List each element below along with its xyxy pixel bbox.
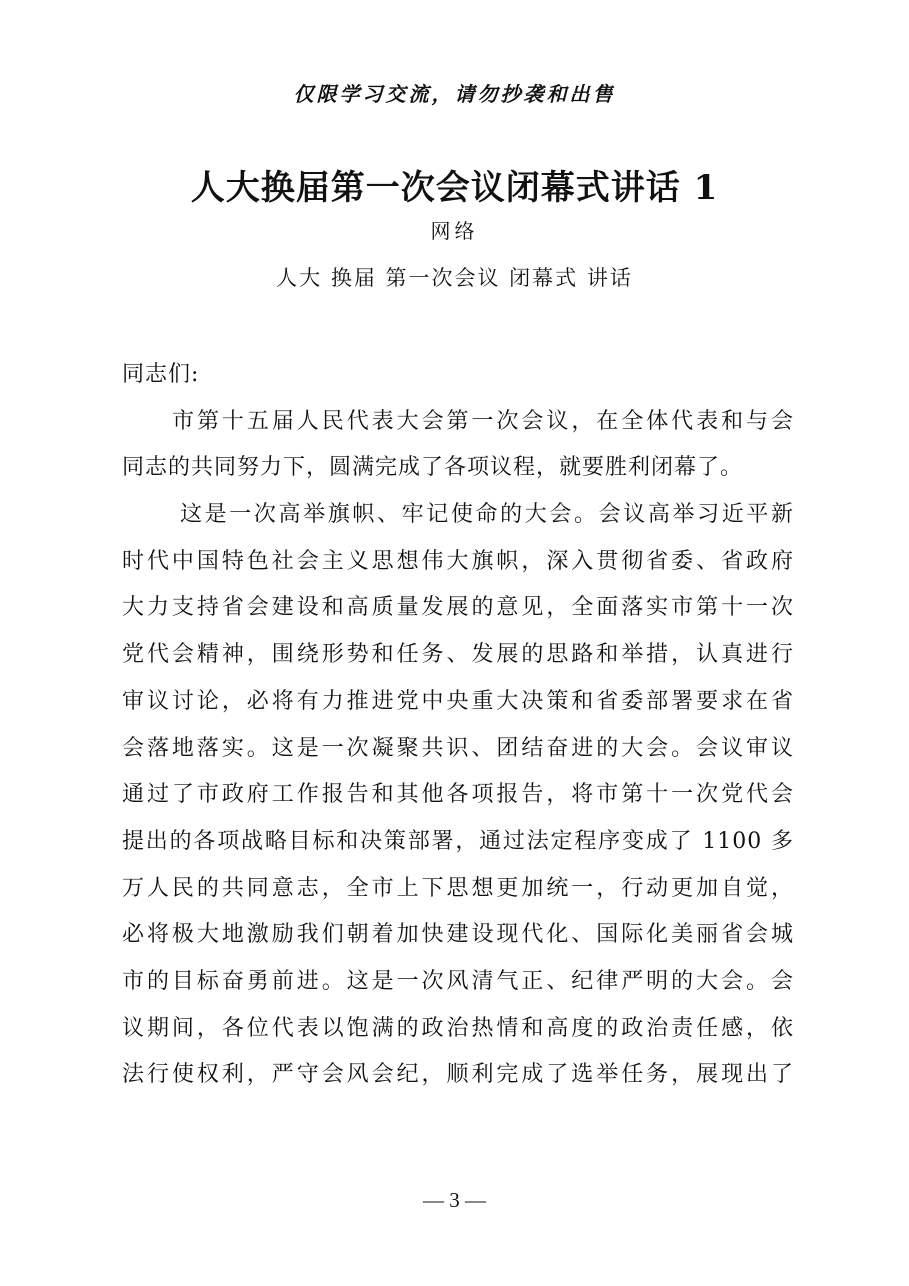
paragraph-2-line: 提出的各项战略目标和决策部署，通过法定程序变成了 1100 多: [122, 828, 794, 854]
document-source: 网络: [430, 219, 479, 243]
paragraph-2-line: 会落地落实。这是一次凝聚共识、团结奋进的大会。会议审议: [122, 735, 794, 761]
paragraph-2-line: 党代会精神，围绕形势和任务、发展的思路和举措，认真进行: [122, 642, 794, 668]
header-note: 仅限学习交流，请勿抄袭和出售: [293, 82, 616, 106]
paragraph-2-line: 时代中国特色社会主义思想伟大旗帜，深入贯彻省委、省政府: [122, 548, 794, 574]
paragraph-2-line: 议期间，各位代表以饱满的政治热情和高度的政治责任感，依: [122, 1015, 794, 1041]
document-body: [122, 352, 794, 1099]
paragraph-2-line: 市的目标奋勇前进。这是一次风清气正、纪律严明的大会。会: [122, 968, 794, 994]
page-number: — 3 —: [423, 1188, 486, 1212]
paragraph-2-line: 必将极大地激励我们朝着加快建设现代化、国际化美丽省会城: [122, 922, 794, 948]
paragraph-2-line: 法行使权利，严守会风会纪，顺利完成了选举任务，展现出了: [122, 1062, 794, 1088]
salutation: 同志们:: [122, 362, 200, 387]
paragraph-2-line: 这是一次高举旗帜、牢记使命的大会。会议高举习近平新: [180, 502, 794, 528]
paragraph-1-line: 同志的共同努力下，圆满完成了各项议程，就要胜利闭幕了。: [122, 455, 744, 481]
paragraph-1-line: 市第十五届人民代表大会第一次会议，在全体代表和与会: [172, 408, 794, 434]
paragraph-2-line: 通过了市政府工作报告和其他各项报告，将市第十一次党代会: [122, 782, 794, 808]
paragraph-2-line: 审议讨论，必将有力推进党中央重大决策和省委部署要求在省: [122, 688, 794, 714]
document-title: 人大换届第一次会议闭幕式讲话 1: [190, 168, 719, 208]
paragraph-2-line: 万人民的共同意志，全市上下思想更加统一，行动更加自觉，: [122, 875, 794, 901]
paragraph-2-line: 大力支持省会建设和高质量发展的意见，全面落实市第十一次: [122, 595, 794, 621]
document-keywords: 人大 换届 第一次会议 闭幕式 讲话: [276, 266, 633, 290]
